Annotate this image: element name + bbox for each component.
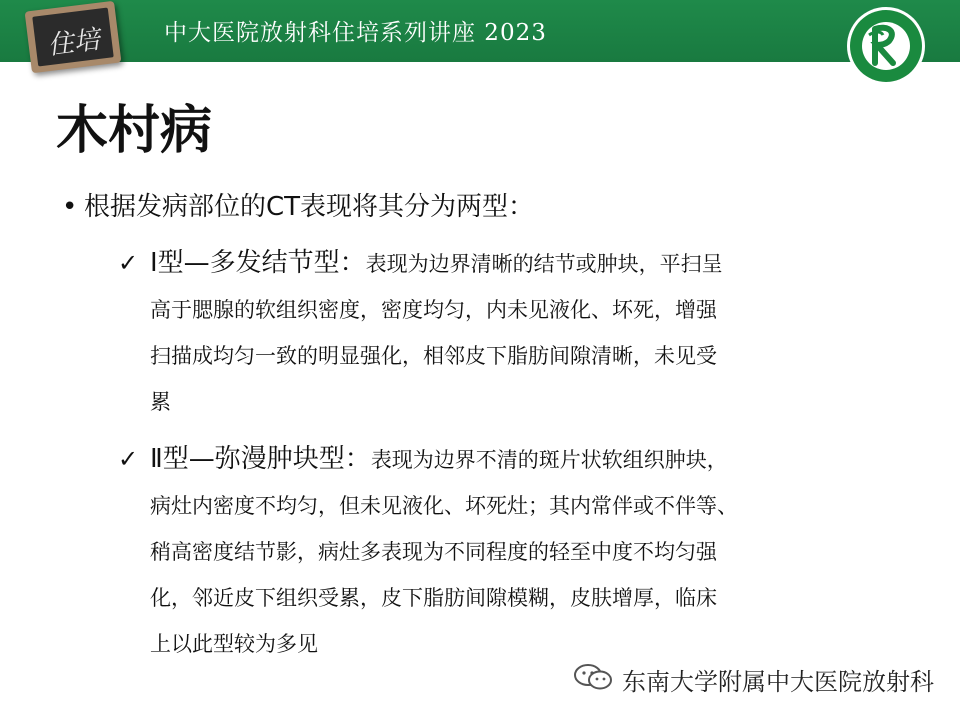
type-1-line: 累 — [150, 390, 171, 414]
type-2-label: Ⅱ型—弥漫肿块型： — [150, 444, 371, 474]
type-2-line: 病灶内密度不均匀，但未见液化、坏死灶；其内常伴或不伴等、 — [150, 494, 738, 518]
page-title: 木村病 — [56, 101, 213, 161]
residency-badge — [25, 1, 122, 74]
header-bar — [0, 0, 960, 62]
series-title: 中大医院放射科住培系列讲座 2023 — [164, 20, 547, 46]
intro-line — [62, 186, 534, 223]
hospital-logo-icon — [845, 5, 927, 87]
type-1-block — [118, 240, 918, 425]
wechat-icon — [572, 662, 616, 692]
type-1-line: 扫描成均匀一致的明显强化，相邻皮下脂肪间隙清晰，未见受 — [150, 344, 717, 368]
bullet-icon: • — [62, 192, 78, 222]
watermark-text: 东南大学附属中大医院放射科 — [622, 668, 934, 696]
hospital-logo — [845, 5, 927, 87]
checkmark-icon: ✓ — [118, 249, 139, 277]
type-1-label: I型—多发结节型： — [150, 248, 366, 278]
wechat-watermark — [572, 660, 942, 696]
type-1-line: 高于腮腺的软组织密度，密度均匀，内未见液化、坏死，增强 — [150, 298, 717, 322]
type-1-line: 表现为边界清晰的结节或肿块，平扫呈 — [365, 252, 723, 276]
type-2-line: 化，邻近皮下组织受累，皮下脂肪间隙模糊，皮肤增厚，临床 — [150, 586, 717, 610]
intro-text: 根据发病部位的CT表现将其分为两型： — [84, 192, 535, 222]
type-2-line: 上以此型较为多见 — [150, 632, 318, 656]
type-2-block — [118, 436, 918, 667]
badge-text: 住培 — [46, 24, 102, 62]
type-2-line: 稍高密度结节影，病灶多表现为不同程度的轻至中度不均匀强 — [150, 540, 717, 564]
type-2-line: 表现为边界不清的斑片状软组织肿块， — [370, 448, 728, 472]
checkmark-icon: ✓ — [118, 445, 139, 473]
chalkboard — [32, 8, 114, 67]
